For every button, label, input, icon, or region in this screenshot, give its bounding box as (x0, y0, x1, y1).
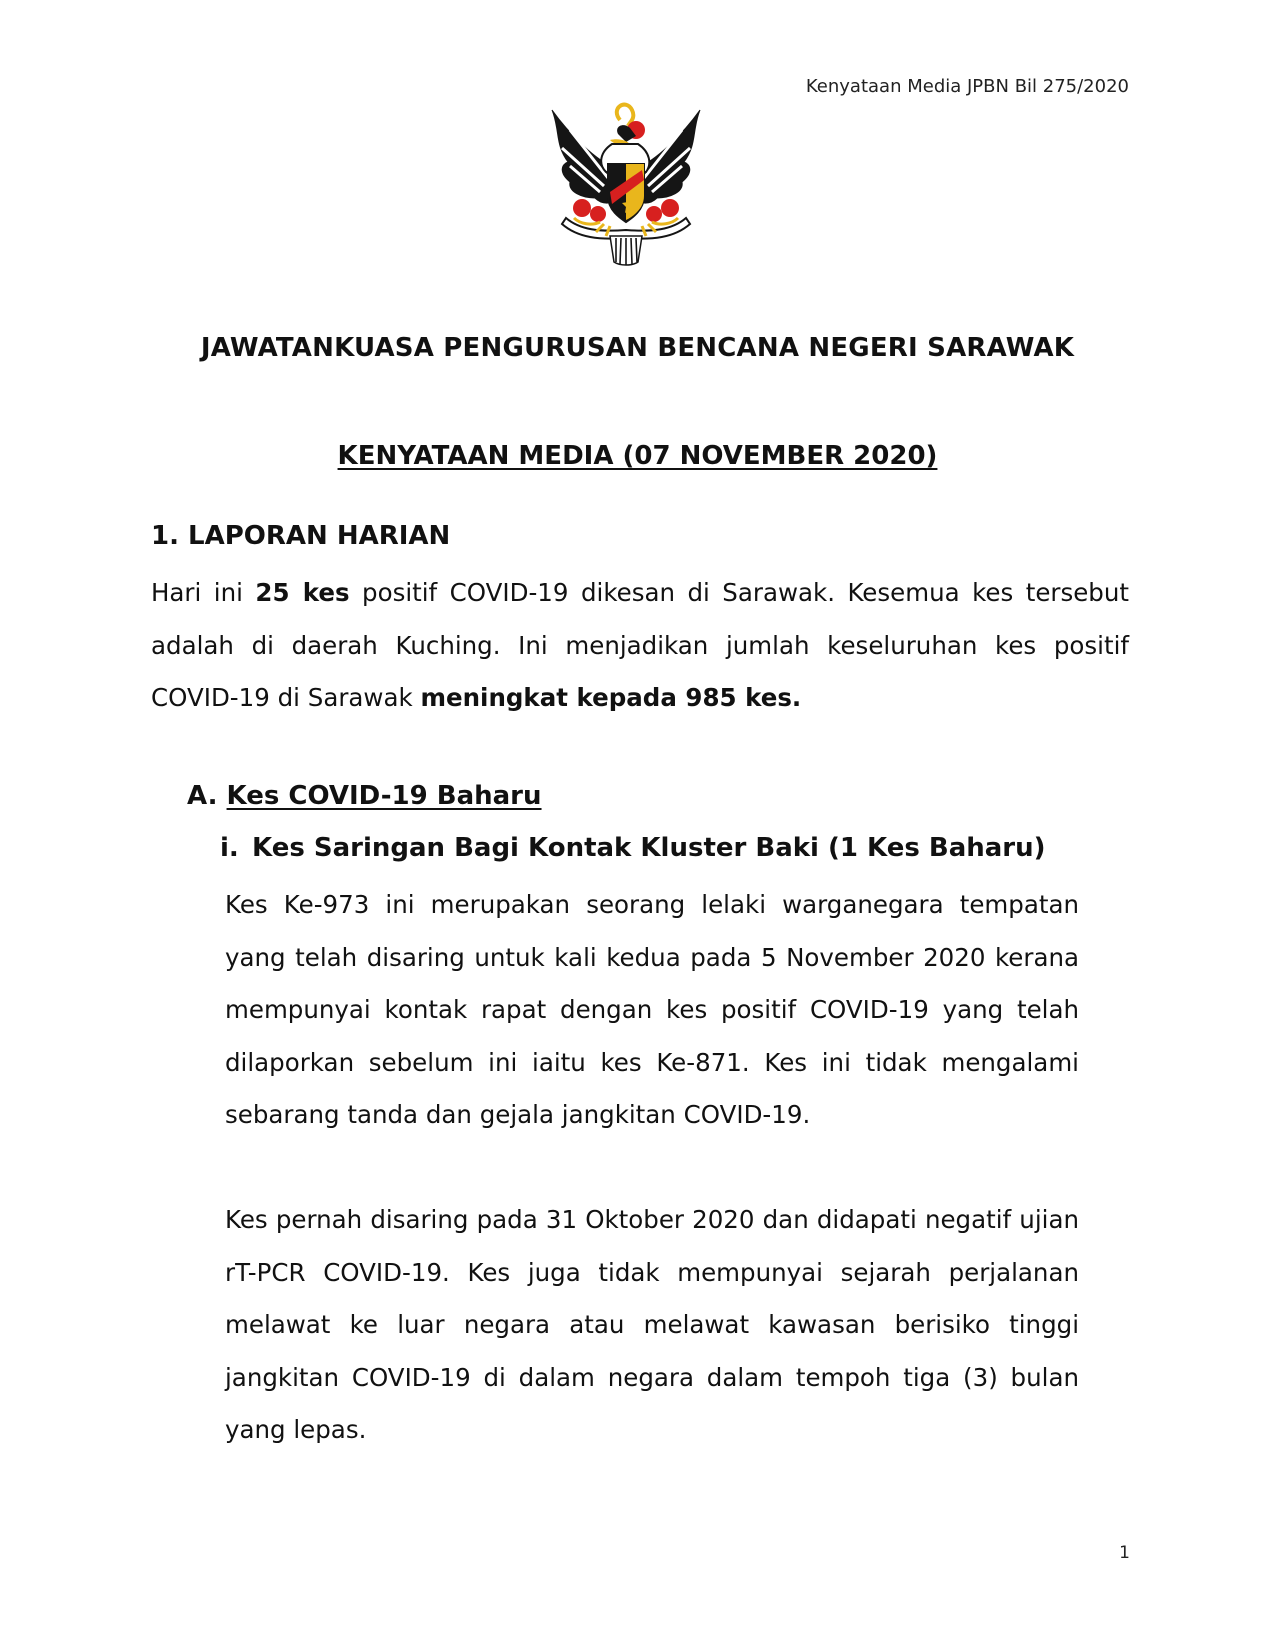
sub-subsection-heading (220, 833, 1046, 863)
sarawak-coat-of-arms-icon (540, 100, 712, 272)
media-statement-title (0, 441, 1275, 471)
statement-reference: Kenyataan Media JPBN Bil 275/2020 (805, 76, 1129, 97)
section-heading-daily-report: 1. LAPORAN HARIAN (151, 521, 451, 551)
daily-report-paragraph (151, 567, 1129, 725)
sub-subsection-number: i. (220, 833, 239, 863)
sub-subsection-title: Kes Saringan Bagi Kontak Kluster Baki (1 Kes Baharu) (252, 833, 1046, 863)
page-number: 1 (1119, 1543, 1130, 1563)
subsection-title: Kes COVID-19 Baharu (226, 781, 542, 811)
case-history-paragraph: Kes pernah disaring pada 31 Oktober 2020 dan didapati negatif ujian rT-PCR COVID-19. Kes juga tidak mempunyai sejarah perjalanan melawat ke luar negara atau melawat kawasan berisiko tinggi jangkitan COVID-19 di dalam negara dalam tempoh tiga (3) bulan yang lepas. (225, 1205, 1079, 1444)
case-description-paragraph: Kes Ke-973 ini merupakan seorang lelaki warganegara tempatan yang telah disaring untuk kali kedua pada 5 November 2020 kerana mempunyai kontak rapat dengan kes positif COVID-19 yang telah dilaporkan sebelum ini iaitu kes Ke-871. Kes ini tidak mengalami sebarang tanda dan gejala jangkitan COVID-19. (225, 890, 1079, 1129)
organization-title: JAWATANKUASA PENGURUSAN BENCANA NEGERI SARAWAK (200, 333, 1075, 363)
subsection-label: A. (187, 781, 227, 811)
new-cases-count: 25 kes (255, 578, 350, 607)
subsection-heading-new-cases (187, 781, 542, 811)
paragraph-text: positif COVID-19 dikesan di Sarawak. Kesemua kes tersebut adalah di daerah Kuching. Ini menjadikan jumlah keseluruhan kes positif COVID-19 di Sarawak (151, 578, 1129, 712)
total-cases-text: meningkat kepada 985 kes. (420, 683, 802, 712)
paragraph-text: Hari ini (151, 578, 256, 607)
media-statement-title-text: KENYATAAN MEDIA (07 NOVEMBER 2020) (337, 441, 938, 471)
